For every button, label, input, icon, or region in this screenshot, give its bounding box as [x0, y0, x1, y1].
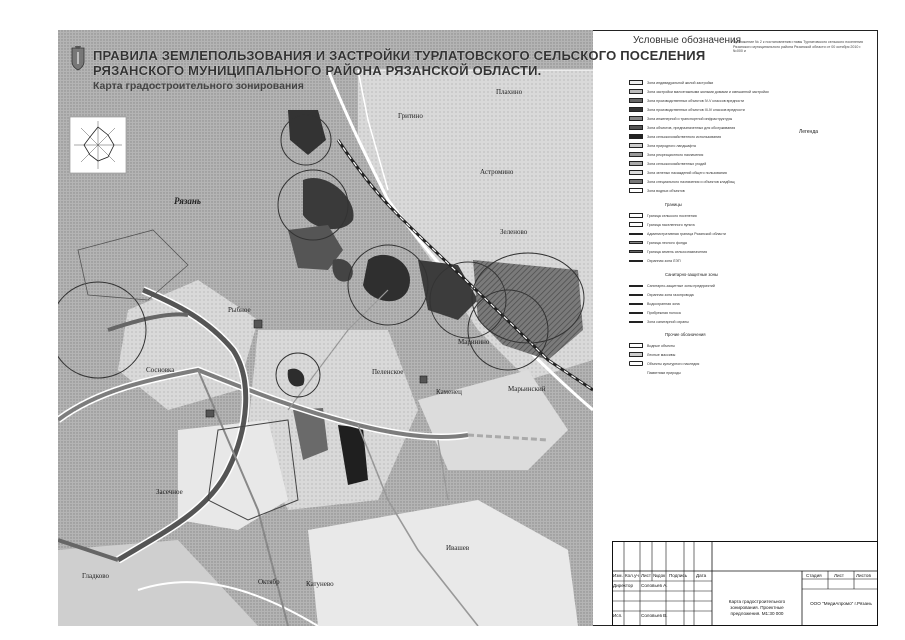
legend-panel [595, 32, 875, 522]
legend-line-row [629, 257, 681, 264]
place-label-plakhino: Плахино [496, 88, 523, 96]
legend-swatch [629, 285, 643, 287]
legend-label: Зона санитарной охраны [647, 319, 689, 324]
map-title-line-2: РЯЗАНСКОГО МУНИЦИПАЛЬНОГО РАЙОНА РЯЗАНСКОЙ ОБЛАСТИ. [93, 63, 542, 78]
legend-line-row [629, 239, 687, 246]
legend-label: Лесные массивы [647, 352, 676, 357]
legend-zone-row [629, 178, 735, 185]
legend-line-row [629, 318, 689, 325]
stamp-header-sign: Подпись [669, 573, 688, 578]
legend-zone-row [629, 133, 721, 140]
legend-zone-row [629, 88, 769, 95]
legend-swatch [629, 143, 643, 148]
legend-swatch [629, 107, 643, 112]
legend-label: Зона инженерной и транспортной инфраструктуры [647, 116, 733, 121]
legend-zone-row [629, 151, 703, 158]
legend-label: Водоохранная зона [647, 301, 680, 306]
wind-rose [70, 117, 126, 173]
legend-swatch [629, 213, 643, 218]
legend-swatch [629, 250, 643, 253]
legend-side-label: Легенда [799, 129, 819, 135]
legend-line-row [629, 300, 680, 307]
legend-swatch [629, 260, 643, 262]
legend-zone-row [629, 115, 732, 122]
stamp-header-list: Лист [641, 573, 651, 578]
legend-label: Санитарно-защитные зоны предприятий [647, 283, 715, 288]
legend-zone-row [629, 124, 735, 131]
legend-swatch [629, 152, 643, 157]
legend-zone-row [629, 169, 727, 176]
legend-label: Зона индивидуальной жилой застройки [647, 80, 714, 85]
legend-group-title: Границы [665, 202, 682, 207]
legend-line-row [629, 248, 707, 255]
legend-label: Зона рекреационного назначения [647, 152, 704, 157]
title-block-stamp [612, 541, 878, 626]
legend-label: Зона застройки малоэтажными жилыми домами и смешанной застройки [647, 89, 769, 94]
legend-label: Водные объекты [647, 343, 676, 348]
place-label-ryazan: Рязань [174, 196, 202, 206]
legend-line-row [629, 291, 694, 298]
legend-symbol-row [629, 369, 681, 376]
legend-swatch [629, 343, 643, 348]
legend-label: Административная граница Рязанской области [647, 231, 726, 236]
legend-zone-row [629, 106, 745, 113]
legend-swatch [629, 233, 643, 235]
legend-line-row [629, 309, 681, 316]
legend-zone-row [629, 187, 685, 194]
legend-swatch [629, 134, 643, 139]
stamp-header-izm: Изм. [613, 573, 623, 578]
legend-label: Зона специального назначения и объектов кладбищ [647, 179, 735, 184]
stamp-header-doc: №док [653, 573, 666, 578]
stamp-header-date: Дата [696, 573, 707, 578]
legend-swatch [629, 179, 643, 184]
legend-label: Памятники природы [647, 370, 681, 375]
place-label-kamenets: Каменец [436, 388, 462, 396]
legend-note: Приложение № 2 к постановлению главы Турлатовского сельского поселения Рязанского муниципального района Рязанской области от 00 октября 2010 г. №000 и [733, 40, 863, 54]
legend-label: Прибрежная полоса [647, 310, 681, 315]
legend-title: Условные обозначения [633, 35, 742, 46]
legend-label: Зона природного ландшафта [647, 143, 696, 148]
legend-swatch [629, 361, 643, 366]
legend-swatch [629, 98, 643, 103]
map-title-line-1: ПРАВИЛА ЗЕМЛЕПОЛЬЗОВАНИЯ И ЗАСТРОЙКИ ТУРЛАТОВСКОГО СЕЛЬСКОГО ПОСЕЛЕНИЯ [93, 48, 706, 63]
coat-of-arms-icon [70, 44, 86, 72]
legend-label: Зона производственных объектов III-IV классов вредности [647, 107, 745, 112]
stamp-organization: ООО "МедиАпромо" г.Рязань [810, 601, 872, 606]
legend-swatch [629, 352, 643, 357]
legend-line-row [629, 230, 726, 237]
stamp-role-director: Директор [613, 583, 634, 588]
stamp-role-executor: Исп. [613, 613, 623, 618]
legend-symbol-row [629, 360, 699, 367]
legend-label: Охранная зона газопровода [647, 292, 694, 297]
legend-swatch [629, 188, 643, 193]
place-label-zelenovo: Зеленово [500, 228, 528, 236]
legend-group-title: Прочие обозначения [665, 332, 706, 337]
stamp-name-executor: Соловьев В. [641, 613, 668, 618]
legend-zone-row [629, 97, 744, 104]
legend-label: Граница земель сельхозназначения [647, 249, 708, 254]
legend-swatch [629, 321, 643, 323]
legend-zone-row [629, 79, 713, 86]
place-label-gladkovo: Гладково [82, 572, 109, 580]
place-label-sosnovka: Сосновка [146, 366, 175, 374]
legend-line-row [629, 282, 715, 289]
legend-label: Зона сельскохозяйственного использования [647, 134, 722, 139]
legend-swatch [629, 116, 643, 121]
legend-swatch [629, 125, 643, 130]
stamp-header-kol: Кол.уч [625, 573, 639, 578]
legend-zone-row [629, 142, 696, 149]
map-graphic [58, 30, 593, 626]
legend-symbol-row [629, 342, 675, 349]
place-label-ivashevo: Ивашев [446, 544, 470, 552]
place-label-semenovo: Засечное [156, 488, 183, 496]
legend-swatch [629, 294, 643, 296]
place-label-marinino: Маринино [458, 338, 490, 346]
legend-label: Зона объектов, предназначенных для обслуживания [647, 125, 736, 130]
legend-swatch [629, 222, 643, 227]
legend-label: Зона зеленых насаждений общего пользования [647, 170, 727, 175]
map-canvas[interactable] [58, 30, 593, 626]
place-label-ploskoe: Пеленское [372, 368, 404, 376]
legend-label: Объекты культурного наследия [647, 361, 700, 366]
place-label-astromino: Астромино [480, 168, 514, 176]
legend-swatch [629, 89, 643, 94]
legend-label: Зона сельскохозяйственных угодий [647, 161, 707, 166]
legend-swatch [629, 303, 643, 305]
legend-label: Граница населенного пункта [647, 222, 695, 227]
legend-swatch [629, 241, 643, 244]
stamp-name-director: Соловьев А. [641, 583, 668, 588]
legend-zone-row [629, 160, 706, 167]
stamp-sheets-header: Листов [856, 573, 871, 578]
place-label-rubtsovo: Рыбное [228, 306, 251, 314]
place-label-kalinino: Катунево [306, 580, 334, 588]
stamp-stage-header: Стадия [806, 573, 822, 578]
legend-swatch [629, 80, 643, 85]
legend-label: Охранная зона ЛЭП [647, 258, 681, 263]
legend-label: Граница лесного фонда [647, 240, 687, 245]
place-label-gritino: Гритино [398, 112, 423, 120]
legend-group-title: Санитарно-защитные зоны [665, 272, 718, 277]
place-label-oktyabr: Октябр [258, 578, 280, 586]
legend-swatch [629, 370, 643, 375]
legend-label: Зона производственных объектов IV-V классов вредности [647, 98, 744, 103]
legend-swatch [629, 161, 643, 166]
legend-swatch [629, 312, 643, 314]
legend-label: Зона водных объектов [647, 188, 685, 193]
legend-swatch [629, 170, 643, 175]
map-subtitle: Карта градостроительного зонирования [93, 80, 304, 92]
legend-symbol-row [629, 351, 675, 358]
legend-line-row [629, 221, 695, 228]
legend-label: Граница сельского поселения [647, 213, 697, 218]
stamp-sheet-header: Лист [834, 573, 844, 578]
legend-line-row [629, 212, 697, 219]
place-label-marinino-2: Марьинский [508, 385, 546, 393]
stamp-document-title: Карта градостроительного зонирования. Проектные предложения. М1:30 000 [728, 599, 786, 616]
